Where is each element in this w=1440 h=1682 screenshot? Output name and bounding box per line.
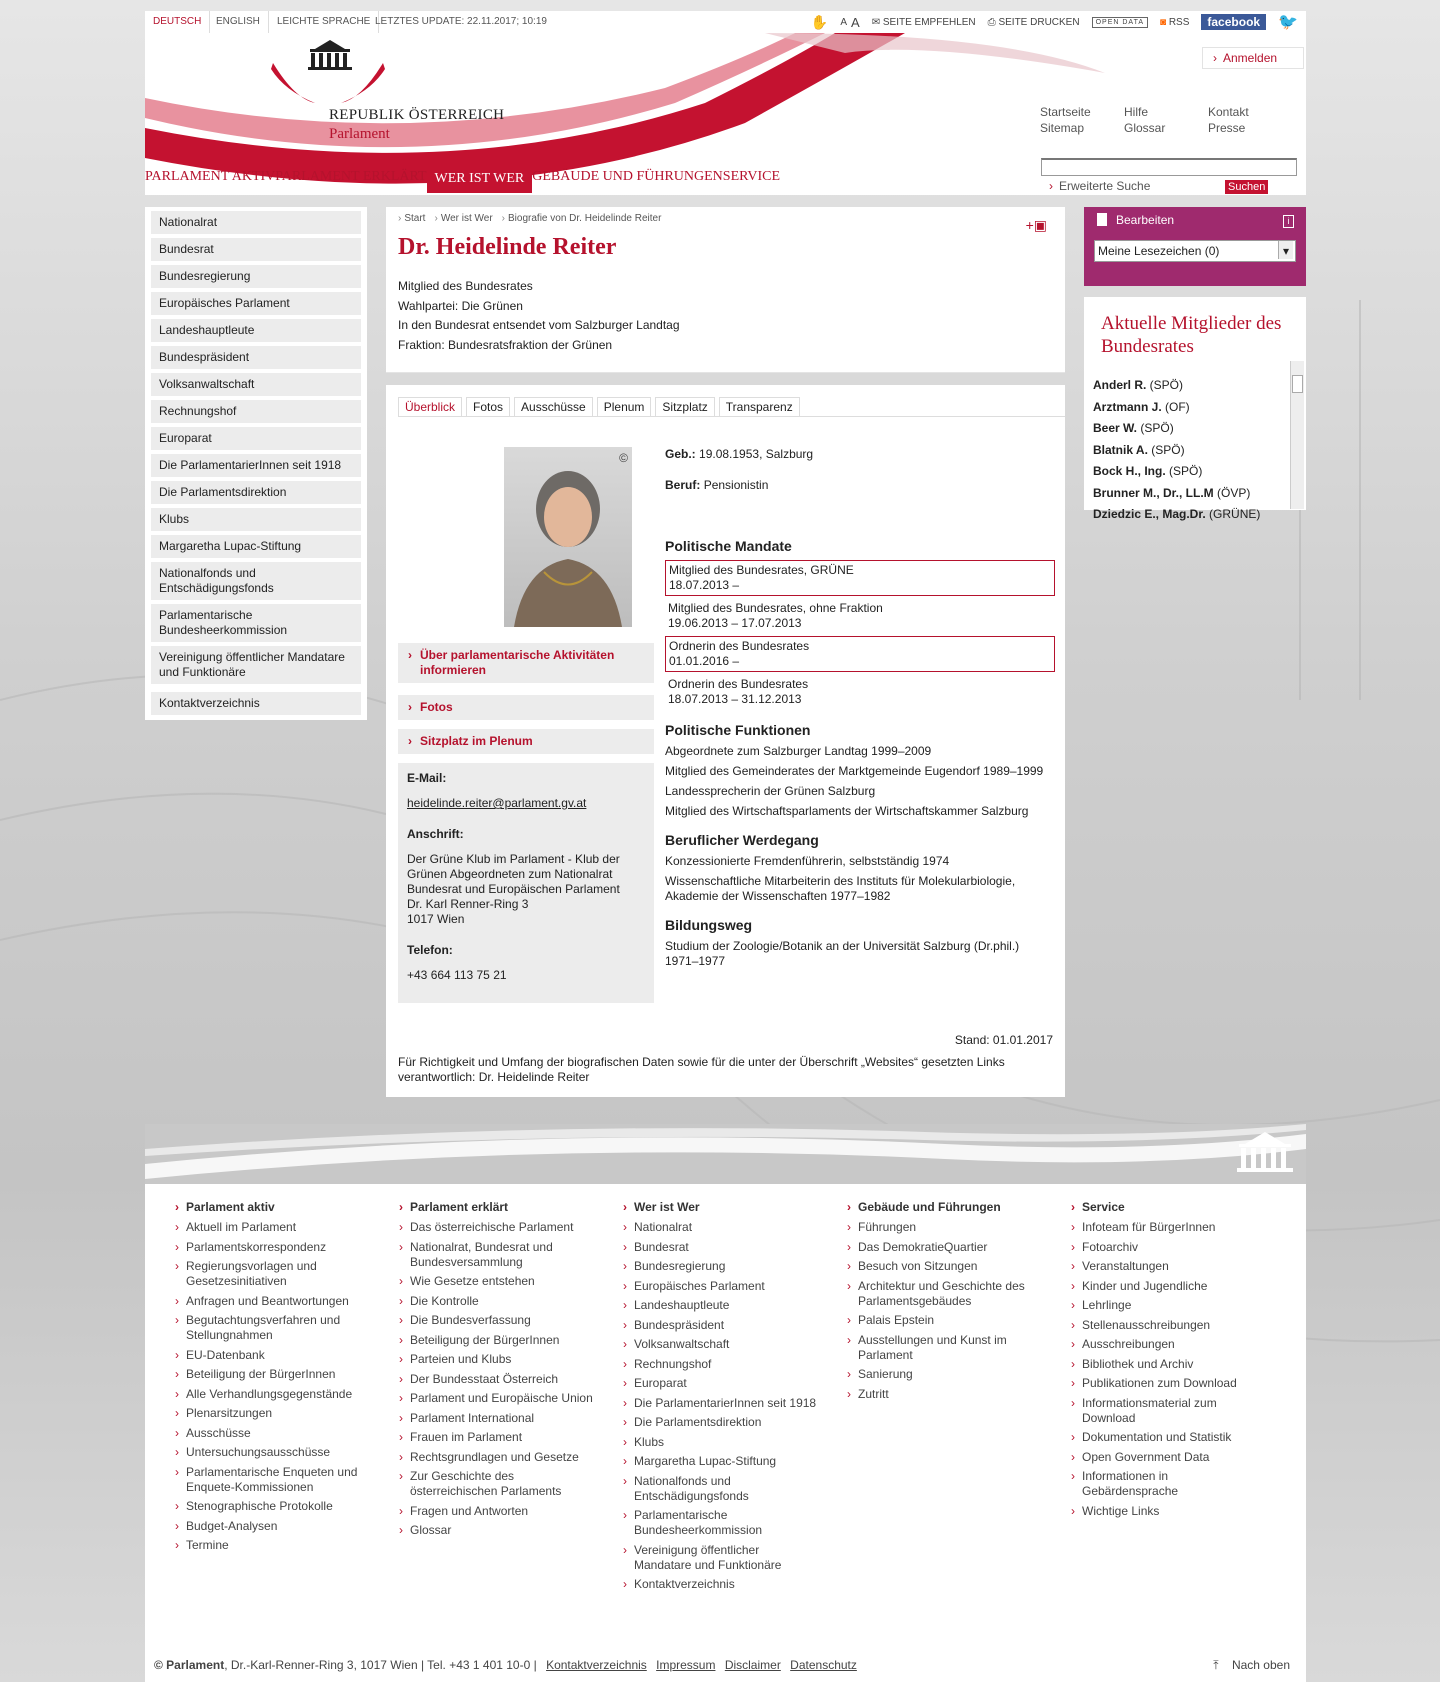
footer-link[interactable]: › Ausschreibungen bbox=[1071, 1337, 1265, 1352]
functions-heading: Politische Funktionen bbox=[665, 722, 811, 738]
education-heading: Bildungsweg bbox=[665, 917, 753, 933]
login-label: Anmelden bbox=[1223, 51, 1278, 65]
font-large-button[interactable]: A bbox=[851, 14, 860, 30]
footer-link[interactable]: › Stenographische Protokolle bbox=[175, 1499, 369, 1514]
footer-link[interactable]: › Plenarsitzungen bbox=[175, 1406, 369, 1421]
footer-link[interactable]: › Der Bundesstaat Österreich bbox=[399, 1372, 593, 1387]
advanced-search-label: Erweiterte Suche bbox=[1059, 179, 1151, 193]
print-icon: ⎙ bbox=[987, 16, 999, 28]
sidebar-item-lupac-stiftung[interactable]: Margaretha Lupac-Stiftung bbox=[151, 535, 361, 558]
footer-link[interactable]: › Volksanwaltschaft bbox=[623, 1337, 817, 1352]
footer-link[interactable]: › Kinder und Jugendliche bbox=[1071, 1279, 1265, 1294]
lang-deutsch[interactable]: DEUTSCH bbox=[145, 11, 210, 33]
footer-link[interactable]: › Beteiligung der BürgerInnen bbox=[175, 1367, 369, 1382]
footer-link-label: Datenschutz bbox=[790, 1658, 857, 1672]
footer-link-disclaimer[interactable] bbox=[719, 1658, 781, 1672]
bio-line: In den Bundesrat entsendet vom Salzburger Landtag bbox=[398, 318, 680, 332]
member-party: (SPÖ) bbox=[1147, 442, 1185, 457]
footer-link-label: Disclaimer bbox=[724, 1658, 781, 1672]
add-bookmark-icon[interactable]: +▣ bbox=[1025, 217, 1047, 233]
facebook-button[interactable]: facebook bbox=[1201, 14, 1266, 30]
tab-plenum[interactable]: Plenum bbox=[597, 397, 652, 416]
bookmarks-select[interactable]: Meine Lesezeichen (0) ▾ bbox=[1094, 240, 1296, 262]
footer-link-kontaktverzeichnis[interactable] bbox=[540, 1658, 647, 1672]
footer-columns bbox=[145, 1200, 1306, 1597]
footer bbox=[145, 1124, 1306, 1682]
career-item: Konzessionierte Fremdenführerin, selbstständig 1974 bbox=[665, 854, 950, 868]
member-item[interactable] bbox=[1093, 504, 1285, 526]
footer-link[interactable]: › Architektur und Geschichte des Parlamentsgebäudes bbox=[847, 1279, 1041, 1309]
tab-ueberblick[interactable]: Überblick bbox=[398, 397, 462, 416]
advanced-search-link[interactable] bbox=[1049, 179, 1151, 193]
nav-gebaeude[interactable]: GEBÄUDE UND FÜHRUNGEN bbox=[532, 169, 723, 184]
member-item[interactable] bbox=[1093, 375, 1285, 397]
logo-parlament: Parlament bbox=[329, 126, 390, 142]
mandate-period: 18.07.2013 – bbox=[669, 578, 740, 592]
sidebar bbox=[145, 207, 367, 720]
member-party: (OF) bbox=[1161, 399, 1190, 414]
member-name: Anderl R. bbox=[1093, 378, 1147, 392]
content bbox=[386, 207, 1065, 1084]
bottom-bar bbox=[145, 1654, 1306, 1676]
nav-wer-ist-wer[interactable]: WER IST WER bbox=[427, 169, 533, 193]
mandate-item bbox=[665, 560, 1055, 596]
footer-link[interactable]: › Wichtige Links bbox=[1071, 1504, 1265, 1519]
footer-link[interactable]: › Open Government Data bbox=[1071, 1450, 1265, 1465]
breadcrumb bbox=[398, 213, 1053, 224]
footer-link[interactable]: › Besuch von Sitzungen bbox=[847, 1259, 1041, 1274]
footer-link[interactable]: › Informationen in Gebärdensprache bbox=[1071, 1469, 1265, 1499]
footer-link[interactable]: › Ausschüsse bbox=[175, 1426, 369, 1441]
sidebar-item-bundesrat[interactable]: Bundesrat bbox=[151, 238, 361, 261]
breadcrumb-start[interactable] bbox=[398, 213, 425, 224]
bio-header bbox=[386, 207, 1065, 373]
member-item[interactable] bbox=[1093, 397, 1285, 419]
footer-column bbox=[1041, 1200, 1265, 1597]
address-label: Anschrift: bbox=[407, 827, 464, 841]
member-name: Arztmann J. bbox=[1093, 399, 1162, 414]
footer-link[interactable]: › Ausstellungen und Kunst im Parlament bbox=[847, 1333, 1041, 1363]
education-item: Studium der Zoologie/Botanik an der Universität Salzburg (Dr.phil.) 1971–1977 bbox=[665, 939, 1020, 968]
tab-fotos[interactable]: Fotos bbox=[466, 397, 510, 416]
mandate-item bbox=[665, 675, 1055, 709]
copyright-icon[interactable]: © bbox=[619, 451, 628, 465]
arrow-up-icon: ⤒ bbox=[1213, 1658, 1222, 1672]
footer-column-title[interactable]: › Gebäude und Führungen bbox=[847, 1200, 1041, 1214]
footer-link[interactable]: › Fotoarchiv bbox=[1071, 1240, 1265, 1255]
parliament-logo bbox=[308, 40, 352, 70]
footer-column-title[interactable]: › Service bbox=[1071, 1200, 1265, 1214]
footer-link[interactable]: › Kontaktverzeichnis bbox=[623, 1577, 817, 1592]
footer-link[interactable]: › Untersuchungsausschüsse bbox=[175, 1445, 369, 1460]
details-column bbox=[665, 447, 1055, 974]
breadcrumb-label: › Start bbox=[398, 213, 425, 224]
bio-line: Wahlpartei: Die Grünen bbox=[398, 298, 523, 313]
sidebar-item-bundespraesident[interactable]: Bundespräsident bbox=[151, 346, 361, 369]
fotos-link[interactable]: › Fotos bbox=[398, 695, 654, 720]
footer-link[interactable]: › Veranstaltungen bbox=[1071, 1259, 1265, 1274]
main-nav bbox=[145, 169, 780, 193]
font-small-button[interactable]: A bbox=[840, 16, 848, 28]
footer-link[interactable]: › Bundespräsident bbox=[623, 1318, 817, 1333]
footer-link[interactable]: › Bundesrat bbox=[623, 1240, 817, 1255]
edit-title: Bearbeiten bbox=[1094, 213, 1296, 227]
footer-link[interactable]: › Frauen im Parlament bbox=[399, 1430, 593, 1445]
footer-link[interactable]: › Informationsmaterial zum Download bbox=[1071, 1396, 1265, 1426]
breadcrumb-current: › Biografie von Dr. Heidelinde Reiter bbox=[502, 213, 662, 224]
sidebar-item-bundesregierung[interactable]: Bundesregierung bbox=[151, 265, 361, 288]
address-line: Dr. Karl Renner-Ring 3 bbox=[407, 897, 529, 911]
member-party: (GRÜNE) bbox=[1205, 507, 1261, 521]
footer-link[interactable]: › Parlamentskorrespondenz bbox=[175, 1240, 369, 1255]
sidebar-item-landeshauptleute[interactable]: Landeshauptleute bbox=[151, 319, 361, 342]
sidebar-item-nationalrat[interactable]: Nationalrat bbox=[151, 211, 361, 234]
info-icon[interactable]: i bbox=[1283, 215, 1294, 228]
footer-link[interactable]: › Regierungsvorlagen und Gesetzesinitiativen bbox=[175, 1259, 369, 1289]
bio-summary bbox=[398, 277, 1053, 355]
rss-icon: ◙ bbox=[1160, 16, 1169, 28]
back-to-top-button[interactable] bbox=[1213, 1654, 1290, 1676]
member-name: Beer W. bbox=[1093, 421, 1138, 435]
link-hilfe[interactable]: Hilfe bbox=[1124, 105, 1149, 119]
birth-row bbox=[665, 447, 1055, 462]
header bbox=[145, 33, 1306, 195]
link-kontakt[interactable]: Kontakt bbox=[1208, 105, 1249, 119]
footer-link[interactable]: › Margaretha Lupac-Stiftung bbox=[623, 1454, 817, 1469]
career-item: Wissenschaftliche Mitarbeiterin des Instituts für Molekularbiologie, Akademie der Wissenschaften 1977–1982 bbox=[665, 874, 1016, 903]
open-data-button[interactable]: OPEN DATA bbox=[1092, 17, 1148, 28]
footer-link[interactable]: › Begutachtungsverfahren und Stellungnahmen bbox=[175, 1313, 369, 1343]
member-name: Brunner M., Dr., LL.M bbox=[1093, 485, 1214, 500]
function-item: Landessprecherin der Grünen Salzburg bbox=[665, 784, 876, 798]
footer-band bbox=[145, 1124, 1306, 1184]
search-input[interactable] bbox=[1041, 158, 1297, 176]
mandate-title: Ordnerin des Bundesrates bbox=[669, 639, 810, 653]
sidebar-item-europarat[interactable]: Europarat bbox=[151, 427, 361, 450]
logo-republik: REPUBLIK ÖSTERREICH bbox=[329, 107, 505, 123]
bio-line: Mitglied des Bundesrates bbox=[398, 279, 533, 293]
breadcrumb-wer-ist-wer[interactable] bbox=[434, 213, 492, 224]
footer-link[interactable]: › Beteiligung der BürgerInnen bbox=[399, 1333, 593, 1348]
footer-link[interactable]: › Landeshauptleute bbox=[623, 1298, 817, 1313]
link-sitemap[interactable]: Sitemap bbox=[1040, 121, 1085, 135]
sidebar-item-parlamentsdirektion[interactable]: Die Parlamentsdirektion bbox=[151, 481, 361, 504]
footer-link[interactable]: › Infoteam für BürgerInnen bbox=[1071, 1220, 1265, 1235]
members-list bbox=[1093, 375, 1285, 521]
sidebar-item-klubs[interactable]: Klubs bbox=[151, 508, 361, 531]
function-item: Abgeordnete zum Salzburger Landtag 1999–2009 bbox=[665, 744, 932, 758]
footer-link[interactable]: › Die Kontrolle bbox=[399, 1294, 593, 1309]
footer-link[interactable]: › Nationalrat, Bundesrat und Bundesversammlung bbox=[399, 1240, 593, 1270]
mandate-period: 01.01.2016 – bbox=[669, 654, 740, 668]
footer-link[interactable]: › Parteien und Klubs bbox=[399, 1352, 593, 1367]
top-bar bbox=[145, 11, 1306, 33]
portrait-illustration bbox=[504, 447, 632, 627]
footer-link[interactable]: › Bundesregierung bbox=[623, 1259, 817, 1274]
birth-value: 19.08.1953, Salzburg bbox=[699, 447, 814, 461]
nav-parlament-aktiv[interactable]: PARLAMENT AKTIV bbox=[145, 169, 276, 184]
recommend-label: SEITE EMPFEHLEN bbox=[882, 16, 976, 28]
email-label: E-Mail: bbox=[407, 771, 447, 785]
footer-link[interactable]: › Europäisches Parlament bbox=[623, 1279, 817, 1294]
scrollbar-thumb[interactable] bbox=[1292, 375, 1303, 393]
members-box bbox=[1084, 297, 1306, 521]
function-item: Mitglied des Wirtschaftsparlaments der Wirtschaftskammer Salzburg bbox=[665, 804, 1029, 818]
footer-link[interactable]: › Parlament und Europäische Union bbox=[399, 1391, 593, 1406]
sidebar-item-volksanwaltschaft[interactable]: Volksanwaltschaft bbox=[151, 373, 361, 396]
job-value: Pensionistin bbox=[703, 478, 769, 492]
footer-link[interactable]: › Rechtsgrundlagen und Gesetze bbox=[399, 1450, 593, 1465]
link-startseite[interactable]: Startseite bbox=[1040, 105, 1091, 119]
lang-leichte-sprache[interactable]: LEICHTE SPRACHE bbox=[269, 11, 379, 33]
tab-ausschuesse[interactable]: Ausschüsse bbox=[514, 397, 593, 416]
sidebar-item-vereinigung[interactable]: Vereinigung öffentlicher Mandatare und Funktionäre bbox=[151, 646, 361, 684]
chevron-right-icon: › bbox=[1049, 179, 1053, 193]
members-title: Aktuelle Mitglieder des Bundesrates bbox=[1101, 313, 1282, 357]
mandate-title: Mitglied des Bundesrates, GRÜNE bbox=[669, 563, 854, 577]
footer-column bbox=[817, 1200, 1041, 1597]
bio-main bbox=[386, 385, 1065, 1097]
search-button[interactable]: Suchen bbox=[1225, 180, 1268, 194]
member-name: Bock H., Ing. bbox=[1093, 464, 1166, 478]
footer-link[interactable]: › Vereinigung öffentlicher Mandatare und Funktionäre bbox=[623, 1543, 817, 1573]
top-tools bbox=[811, 11, 1298, 33]
chevron-right-icon: › bbox=[1213, 51, 1217, 65]
footer-link[interactable]: › Parlamentarische Enqueten und Enquete-Kommissionen bbox=[175, 1465, 369, 1495]
tab-transparenz[interactable]: Transparenz bbox=[719, 397, 800, 416]
phone-label: Telefon: bbox=[407, 943, 453, 957]
back-to-top-label: Nach oben bbox=[1231, 1658, 1290, 1672]
bio-disclaimer: Für Richtigkeit und Umfang der biografischen Daten sowie für die unter der Überschrift „Websites“ gesetzten Links verantwortlich: Dr. Heidelinde Reiter bbox=[398, 1055, 1005, 1084]
mandate-title: Mitglied des Bundesrates, ohne Fraktion bbox=[668, 601, 883, 615]
footer-link[interactable]: › Termine bbox=[175, 1538, 369, 1553]
portrait-photo bbox=[504, 447, 632, 627]
email-link[interactable]: heidelinde.reiter@parlament.gv.at bbox=[407, 796, 587, 810]
footer-swoosh bbox=[145, 1124, 1306, 1184]
footer-link[interactable]: › Fragen und Antworten bbox=[399, 1504, 593, 1519]
recommend-link[interactable] bbox=[872, 17, 976, 28]
tab-sitzplatz[interactable]: Sitzplatz bbox=[655, 397, 714, 416]
footer-link[interactable]: › Die Bundesverfassung bbox=[399, 1313, 593, 1328]
page-title: Dr. Heidelinde Reiter bbox=[398, 234, 617, 260]
login-button[interactable] bbox=[1202, 47, 1304, 69]
member-name: Blatnik A. bbox=[1093, 442, 1148, 457]
mandate-item bbox=[665, 636, 1055, 672]
search-box bbox=[1029, 146, 1306, 195]
footer-link[interactable]: › Das DemokratieQuartier bbox=[847, 1240, 1041, 1255]
footer-link[interactable]: › Glossar bbox=[399, 1523, 593, 1538]
member-item[interactable] bbox=[1093, 461, 1285, 483]
footer-link[interactable]: › Palais Epstein bbox=[847, 1313, 1041, 1328]
nav-service[interactable]: SERVICE bbox=[722, 169, 781, 184]
print-label: SEITE DRUCKEN bbox=[998, 16, 1080, 28]
lang-english[interactable]: ENGLISH bbox=[208, 11, 269, 33]
mandate-period: 18.07.2013 – 31.12.2013 bbox=[668, 692, 802, 706]
mail-icon: ✉ bbox=[871, 16, 883, 28]
footer-link[interactable]: › Aktuell im Parlament bbox=[175, 1220, 369, 1235]
mandates-heading: Politische Mandate bbox=[665, 538, 792, 554]
job-label: Beruf: bbox=[665, 478, 701, 492]
print-link[interactable] bbox=[988, 17, 1080, 28]
footer-link[interactable]: › Stellenausschreibungen bbox=[1071, 1318, 1265, 1333]
footer-link[interactable]: › Anfragen und Beantwortungen bbox=[175, 1294, 369, 1309]
footer-column-title[interactable]: › Parlament aktiv bbox=[175, 1200, 369, 1214]
sidebar-item-kontaktverzeichnis[interactable]: Kontaktverzeichnis bbox=[151, 692, 361, 715]
footer-link[interactable]: › Parlamentarische Bundesheerkommission bbox=[623, 1508, 817, 1538]
tab-bar bbox=[398, 397, 1065, 417]
sidebar-item-nationalfonds[interactable]: Nationalfonds und Entschädigungsfonds bbox=[151, 562, 361, 600]
copyright: © Parlament bbox=[154, 1658, 225, 1672]
footer-link[interactable]: › Das österreichische Parlament bbox=[399, 1220, 593, 1235]
footer-link[interactable]: › Budget-Analysen bbox=[175, 1519, 369, 1534]
footer-link[interactable]: › Die ParlamentarierInnen seit 1918 bbox=[623, 1396, 817, 1411]
sign-language-icon[interactable]: ✋ bbox=[810, 13, 829, 30]
footer-link-datenschutz[interactable] bbox=[784, 1658, 857, 1672]
nav-parlament-erklaert[interactable]: PARLAMENT ERKLÄRT bbox=[275, 169, 427, 184]
member-name: Dziedzic E., Mag.Dr. bbox=[1093, 507, 1206, 521]
member-item[interactable] bbox=[1093, 483, 1285, 505]
footer-column-title[interactable]: › Wer ist Wer bbox=[623, 1200, 817, 1214]
sidebar-item-parlamentarierinnen[interactable]: Die ParlamentarierInnen seit 1918 bbox=[151, 454, 361, 477]
breadcrumb-label: › Wer ist Wer bbox=[434, 213, 492, 224]
address-line: Der Grüne Klub im Parlament - Klub der Grünen Abgeordneten zum Nationalrat Bundesrat und Europäischen Parlament bbox=[407, 852, 620, 896]
footer-address: , Dr.-Karl-Renner-Ring 3, 1017 Wien | Tel. +43 1 401 10-0 | bbox=[224, 1658, 537, 1672]
address-line: 1017 Wien bbox=[407, 912, 465, 926]
footer-link[interactable]: › Publikationen zum Download bbox=[1071, 1376, 1265, 1391]
meta-links bbox=[1040, 105, 1292, 135]
sidebar-item-bundesheerkommission[interactable]: Parlamentarische Bundesheerkommission bbox=[151, 604, 361, 642]
birth-label: Geb.: bbox=[665, 447, 696, 461]
sidebar-item-eu-parlament[interactable]: Europäisches Parlament bbox=[151, 292, 361, 315]
footer-link[interactable]: › Dokumentation und Statistik bbox=[1071, 1430, 1265, 1445]
footer-link[interactable]: › Alle Verhandlungsgegenstände bbox=[175, 1387, 369, 1402]
footer-link[interactable]: › EU-Datenbank bbox=[175, 1348, 369, 1363]
phone-value: +43 664 113 75 21 bbox=[407, 968, 507, 982]
members-scrollbar[interactable] bbox=[1290, 361, 1304, 509]
footer-column bbox=[593, 1200, 817, 1597]
footer-link[interactable]: › Nationalfonds und Entschädigungsfonds bbox=[623, 1474, 817, 1504]
twitter-icon[interactable]: 🐦 bbox=[1278, 14, 1298, 31]
footer-link[interactable]: › Die Parlamentsdirektion bbox=[623, 1415, 817, 1430]
footer-link[interactable]: › Rechnungshof bbox=[623, 1357, 817, 1372]
footer-link[interactable]: › Nationalrat bbox=[623, 1220, 817, 1235]
member-item[interactable] bbox=[1093, 418, 1285, 440]
member-party: (ÖVP) bbox=[1213, 485, 1251, 500]
mandate-title: Ordnerin des Bundesrates bbox=[668, 677, 809, 691]
link-glossar[interactable]: Glossar bbox=[1124, 121, 1166, 135]
function-item: Mitglied des Gemeinderates der Marktgemeinde Eugendorf 1989–1999 bbox=[665, 764, 1044, 778]
footer-link[interactable]: › Parlament International bbox=[399, 1411, 593, 1426]
member-item[interactable] bbox=[1093, 440, 1285, 462]
footer-link[interactable]: › Lehrlinge bbox=[1071, 1298, 1265, 1313]
footer-link[interactable]: › Führungen bbox=[847, 1220, 1041, 1235]
footer-column bbox=[369, 1200, 593, 1597]
activities-link[interactable]: › Über parlamentarische Aktivitäten informieren bbox=[398, 643, 654, 683]
footer-link-impressum[interactable] bbox=[650, 1658, 715, 1672]
mandate-period: 19.06.2013 – 17.07.2013 bbox=[668, 616, 802, 630]
sidebar-item-rechnungshof[interactable]: Rechnungshof bbox=[151, 400, 361, 423]
mandate-item bbox=[665, 599, 1055, 633]
footer-column bbox=[145, 1200, 369, 1597]
footer-link[interactable]: › Wie Gesetze entstehen bbox=[399, 1274, 593, 1289]
member-party: (SPÖ) bbox=[1137, 421, 1174, 435]
footer-link[interactable]: › Sanierung bbox=[847, 1367, 1041, 1382]
member-party: (SPÖ) bbox=[1146, 378, 1184, 392]
footer-link[interactable]: › Europarat bbox=[623, 1376, 817, 1391]
link-presse[interactable]: Presse bbox=[1208, 121, 1246, 135]
footer-link-label: Impressum bbox=[656, 1658, 716, 1672]
sitzplatz-link[interactable]: › Sitzplatz im Plenum bbox=[398, 729, 654, 754]
career-heading: Beruflicher Werdegang bbox=[665, 832, 819, 848]
footer-column-title[interactable]: › Parlament erklärt bbox=[399, 1200, 593, 1214]
stand-date: Stand: 01.01.2017 bbox=[954, 1033, 1053, 1047]
footer-link[interactable]: › Zur Geschichte des österreichischen Parlaments bbox=[399, 1469, 593, 1499]
rss-link[interactable] bbox=[1160, 17, 1189, 28]
footer-link[interactable]: › Zutritt bbox=[847, 1387, 1041, 1402]
last-update: LETZTES UPDATE: 22.11.2017; 10:19 bbox=[375, 16, 547, 27]
job-row bbox=[665, 478, 1055, 493]
footer-link-label: Kontaktverzeichnis bbox=[546, 1658, 647, 1672]
footer-link[interactable]: › Klubs bbox=[623, 1435, 817, 1450]
bio-line: Fraktion: Bundesratsfraktion der Grünen bbox=[398, 337, 613, 352]
edit-box bbox=[1084, 207, 1306, 286]
contact-box bbox=[398, 763, 654, 1003]
member-party: (SPÖ) bbox=[1165, 464, 1203, 478]
footer-link[interactable]: › Bibliothek und Archiv bbox=[1071, 1357, 1265, 1372]
rss-label: RSS bbox=[1168, 16, 1190, 28]
